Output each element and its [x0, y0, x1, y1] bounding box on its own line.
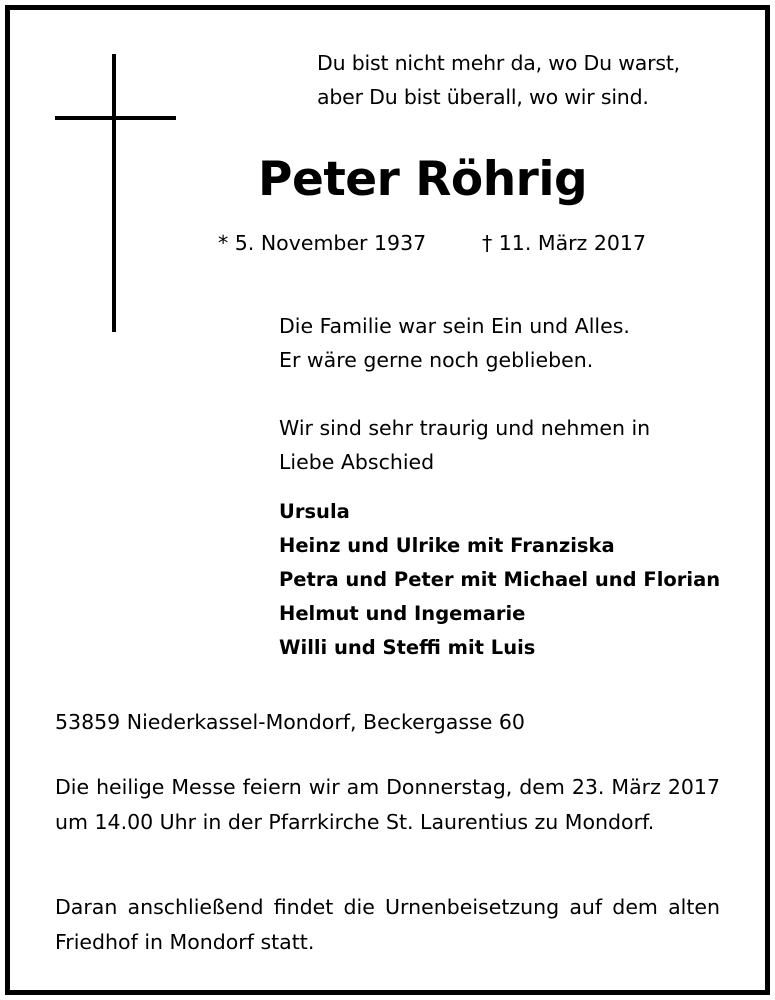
motto-line-1: Du bist nicht mehr da, wo Du warst, [317, 51, 680, 75]
farewell-line-1: Wir sind sehr traurig und nehmen in [279, 416, 651, 440]
farewell-text [279, 411, 650, 479]
mass-announcement: Die heilige Messe feiern wir am Donnerstag, dem 23. März 2017 um 14.00 Uhr in der Pfarrkirche St. Laurentius zu Mondorf. [55, 775, 720, 834]
burial-announcement: Daran anschließend findet die Urnenbeisetzung auf dem alten Friedhof in Mondorf statt. [55, 895, 720, 954]
mourner-item: Willi und Steffi mit Luis [279, 636, 536, 659]
mourners-list [279, 495, 720, 665]
mourner-item: Ursula [279, 500, 350, 523]
motto [317, 46, 737, 114]
mourner-item: Petra und Peter mit Michael und Florian [279, 568, 721, 591]
deceased-name: Peter Röhrig [258, 152, 588, 207]
motto-line-2: aber Du bist überall, wo wir sind. [317, 85, 649, 109]
farewell-line-2: Liebe Abschied [279, 450, 435, 474]
quote-line-2: Er wäre gerne noch geblieben. [279, 348, 594, 372]
mourner-item: Heinz und Ulrike mit Franziska [279, 534, 615, 557]
family-address: 53859 Niederkassel-Mondorf, Beckergasse 60 [55, 710, 525, 734]
birth-date: * 5. November 1937 [218, 231, 427, 255]
death-date: † 11. März 2017 [482, 231, 647, 255]
mourner-item: Helmut und Ingemarie [279, 602, 526, 625]
cross-horizontal-bar [55, 116, 176, 120]
quote-line-1: Die Familie war sein Ein und Alles. [279, 314, 630, 338]
family-quote [279, 309, 630, 377]
cross-vertical-bar [112, 54, 116, 332]
